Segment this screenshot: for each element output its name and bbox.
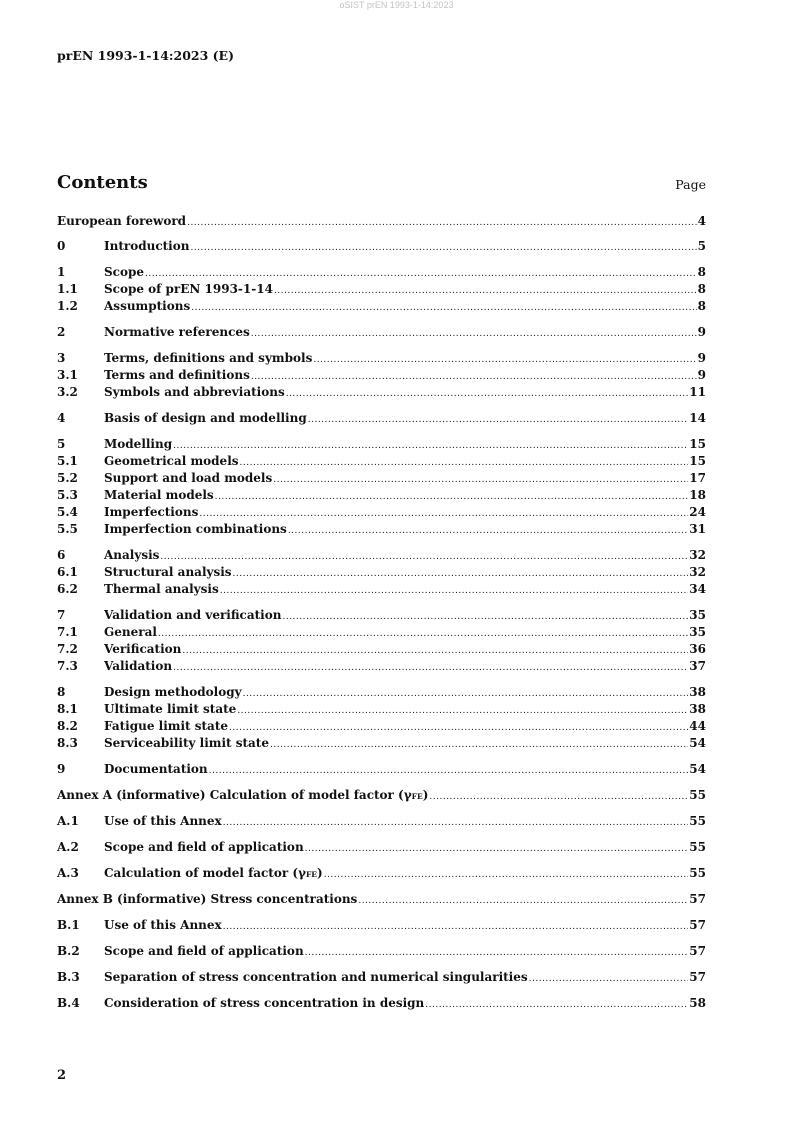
toc-entry-title-text: Calculation of model factor (γ <box>104 866 306 880</box>
toc-entry-title-text: General <box>104 625 157 639</box>
toc-entry-page: 32 <box>689 565 706 579</box>
toc-entry-title <box>104 367 250 384</box>
dot-leader <box>173 660 688 677</box>
toc-entry-number: B.4 <box>57 996 80 1010</box>
toc-entry[interactable] <box>57 384 706 401</box>
toc-entry-number: 6 <box>57 548 66 562</box>
toc-entry-page: 9 <box>697 351 706 365</box>
toc-entry-title-text: Annex A (informative) Calculation of model factor (γ <box>57 788 412 802</box>
toc-entry[interactable] <box>57 787 706 804</box>
toc-entry-number: 1.1 <box>57 282 78 296</box>
toc-entry[interactable] <box>57 969 706 986</box>
dot-leader <box>305 841 689 858</box>
toc-entry-page: 57 <box>689 944 706 958</box>
toc-entry-title <box>104 624 157 641</box>
toc-entry[interactable] <box>57 865 706 882</box>
toc-entry-title-text: Scope <box>104 265 145 279</box>
toc-entry-title <box>104 607 281 624</box>
toc-entry-title-text: Annex B (informative) Stress concentrations <box>57 892 358 906</box>
toc-entry-title-text: Use of this Annex <box>104 814 222 828</box>
toc-entry[interactable] <box>57 761 706 778</box>
toc-entry-number: 7.1 <box>57 625 78 639</box>
toc-entry-page: 15 <box>689 454 706 468</box>
toc-entry-title-text: Serviceability limit state <box>104 736 269 750</box>
toc-entry-page: 57 <box>689 892 706 906</box>
toc-entry-title-text: Scope and field of application <box>104 944 304 958</box>
toc-entry[interactable] <box>57 521 706 538</box>
toc-entry-number: 3 <box>57 351 66 365</box>
toc-entry-number: 4 <box>57 411 66 425</box>
toc-entry-title-text: Support and load models <box>104 471 273 485</box>
toc-entry-number: 6.1 <box>57 565 78 579</box>
toc-entry-number: 5.5 <box>57 522 78 536</box>
document-header: prEN 1993-1-14:2023 (E) <box>57 48 235 63</box>
toc-entry-number: 2 <box>57 325 66 339</box>
toc-entry-title-text: Documentation <box>104 762 208 776</box>
toc-entry[interactable] <box>57 839 706 856</box>
toc-entry-title-text: Validation <box>104 659 173 673</box>
toc-entry[interactable] <box>57 641 706 658</box>
toc-entry-title-text: Structural analysis <box>104 565 232 579</box>
toc-entry-title <box>104 969 528 986</box>
toc-entry-title <box>104 943 304 960</box>
dot-leader <box>286 386 689 403</box>
toc-entry-title-text: Terms, definitions and symbols <box>104 351 313 365</box>
toc-entry[interactable] <box>57 581 706 598</box>
toc-entry-title-text: Symbols and abbreviations <box>104 385 285 399</box>
toc-entry-number: 9 <box>57 762 66 776</box>
toc-entry-page: 55 <box>689 866 706 880</box>
toc-entry-title-text: Material models <box>104 488 214 502</box>
toc-entry[interactable] <box>57 995 706 1012</box>
dot-leader <box>191 300 696 317</box>
toc-entry-page: 31 <box>689 522 706 536</box>
toc-entry[interactable] <box>57 453 706 470</box>
toc-entry-subscript: FE <box>305 870 318 879</box>
toc-entry-number: B.3 <box>57 970 80 984</box>
toc-entry-title-text: Imperfection combinations <box>104 522 287 536</box>
toc-entry-title <box>104 917 222 934</box>
toc-entry-page: 32 <box>689 548 706 562</box>
toc-entry-title <box>104 264 144 281</box>
toc-entry[interactable] <box>57 813 706 830</box>
dot-leader <box>429 789 688 806</box>
toc-entry-title <box>104 298 190 315</box>
toc-entry-number: 5 <box>57 437 66 451</box>
toc-entry-page: 35 <box>689 608 706 622</box>
toc-entry-title-text: European foreword <box>57 214 187 228</box>
toc-entry[interactable] <box>57 684 706 701</box>
toc-entry-page: 35 <box>689 625 706 639</box>
toc-entry-title <box>104 281 273 298</box>
toc-entry-page: 15 <box>689 437 706 451</box>
dot-leader <box>288 523 688 540</box>
toc-entry-title-text: Normative references <box>104 325 250 339</box>
toc-entry-title-text: Use of this Annex <box>104 918 222 932</box>
toc-entry-number: 5.2 <box>57 471 78 485</box>
toc-entry-title-text: Separation of stress concentration and numerical singularities <box>104 970 528 984</box>
dot-leader <box>425 997 688 1014</box>
toc-entry-title <box>104 718 228 735</box>
toc-entry-title-text: Thermal analysis <box>104 582 219 596</box>
toc-entry-title-text: Verification <box>104 642 182 656</box>
toc-entry[interactable] <box>57 281 706 298</box>
toc-entry-page: 55 <box>689 840 706 854</box>
toc-entry-page: 54 <box>689 736 706 750</box>
toc-entry-title <box>104 453 239 470</box>
page-column-label: Page <box>675 177 706 192</box>
toc-entry-title-text: Basis of design and modelling <box>104 411 307 425</box>
toc-entry[interactable] <box>57 564 706 581</box>
toc-entry[interactable] <box>57 487 706 504</box>
toc-entry[interactable] <box>57 238 706 255</box>
toc-entry-number: 7.3 <box>57 659 78 673</box>
page-number: 2 <box>57 1068 67 1083</box>
toc-entry-page: 55 <box>689 814 706 828</box>
toc-entry[interactable] <box>57 213 706 230</box>
dot-leader <box>223 815 689 832</box>
toc-entry-title-text: Terms and definitions <box>104 368 250 382</box>
toc-entry-title-text: Geometrical models <box>104 454 239 468</box>
toc-entry-page: 54 <box>689 762 706 776</box>
toc-entry-page: 17 <box>689 471 706 485</box>
toc-entry[interactable] <box>57 624 706 641</box>
toc-entry-title <box>104 470 272 487</box>
toc-entry-title-suffix: ) <box>422 788 429 802</box>
toc-entry-number: 3.1 <box>57 368 78 382</box>
toc-entry-title <box>104 521 287 538</box>
toc-entry-title <box>104 487 214 504</box>
toc-entry-number: 1.2 <box>57 299 78 313</box>
toc-entry-number: A.2 <box>57 840 79 854</box>
toc-entry[interactable] <box>57 943 706 960</box>
toc-entry-page: 9 <box>697 325 706 339</box>
dot-leader <box>209 763 689 780</box>
toc-entry[interactable] <box>57 917 706 934</box>
toc-entry-title <box>104 384 285 401</box>
toc-entry-number: 0 <box>57 239 66 253</box>
toc-entry-page: 57 <box>689 918 706 932</box>
toc-entry-title <box>104 813 222 830</box>
toc-entry-title-text: Design methodology <box>104 685 242 699</box>
toc-entry-page: 11 <box>689 385 706 399</box>
toc-entry-title-text: Validation and verification <box>104 608 282 622</box>
toc-entry-number: 5.4 <box>57 505 78 519</box>
toc-entry[interactable] <box>57 701 706 718</box>
toc-entry-page: 37 <box>689 659 706 673</box>
toc-entry-number: 6.2 <box>57 582 78 596</box>
toc-entry-title <box>57 213 186 230</box>
toc-entry-title <box>104 564 232 581</box>
toc-entry-page: 38 <box>689 685 706 699</box>
toc-entry-page: 24 <box>689 505 706 519</box>
toc-entry[interactable] <box>57 436 706 453</box>
toc-entry[interactable] <box>57 298 706 315</box>
toc-entry[interactable] <box>57 891 706 908</box>
dot-leader <box>358 893 688 910</box>
toc-entry-title <box>57 891 357 908</box>
toc-entry[interactable] <box>57 264 706 281</box>
toc-entry-number: B.2 <box>57 944 80 958</box>
toc-entry-title <box>104 995 424 1012</box>
toc-entry-number: 8.2 <box>57 719 78 733</box>
toc-entry[interactable] <box>57 504 706 521</box>
toc-entry-title <box>104 839 304 856</box>
dot-leader <box>324 867 689 884</box>
toc-entry-page: 58 <box>689 996 706 1010</box>
toc-entry-title-text: Introduction <box>104 239 190 253</box>
toc-entry-title-text: Analysis <box>104 548 160 562</box>
toc-entry[interactable] <box>57 470 706 487</box>
toc-entry-title <box>104 581 219 598</box>
dot-leader <box>220 583 689 600</box>
dot-leader <box>223 919 689 936</box>
toc-entry-page: 55 <box>689 788 706 802</box>
toc-entry-number: 1 <box>57 265 66 279</box>
toc-entry-title-text: Assumptions <box>104 299 191 313</box>
toc-entry-title-text: Scope of prEN 1993-1-14 <box>104 282 273 296</box>
toc-entry-number: 7 <box>57 608 66 622</box>
toc-entry-number: 8.3 <box>57 736 78 750</box>
dot-leader <box>251 326 697 343</box>
toc-entry-page: 4 <box>697 214 706 228</box>
toc-entry-number: 8.1 <box>57 702 78 716</box>
dot-leader <box>190 240 696 257</box>
toc-entry-page: 34 <box>689 582 706 596</box>
toc-entry-title <box>104 547 159 564</box>
toc-entry-title <box>104 735 269 752</box>
toc-entry-page: 14 <box>689 411 706 425</box>
toc-entry[interactable] <box>57 718 706 735</box>
toc-entry-title <box>104 658 172 675</box>
toc-entry-title-text: Ultimate limit state <box>104 702 237 716</box>
toc-entry-title <box>57 787 428 805</box>
toc-entry[interactable] <box>57 367 706 384</box>
toc-entry-page: 57 <box>689 970 706 984</box>
toc-entry-subscript: FE <box>411 792 423 801</box>
toc-entry[interactable] <box>57 324 706 341</box>
toc-entry-number: A.3 <box>57 866 79 880</box>
toc-entry-number: B.1 <box>57 918 80 932</box>
toc-entry-page: 9 <box>697 368 706 382</box>
toc-entry-title <box>104 865 323 883</box>
toc-entry-title-text: Consideration of stress concentration in design <box>104 996 425 1010</box>
dot-leader <box>529 971 689 988</box>
toc-entry-page: 8 <box>697 265 706 279</box>
toc-entry-title <box>104 324 250 341</box>
toc-entry-title <box>104 701 236 718</box>
dot-leader <box>305 945 689 962</box>
watermark: oSIST prEN 1993-1-14:2023 <box>339 0 454 10</box>
toc-entry-page: 18 <box>689 488 706 502</box>
toc-entry[interactable] <box>57 735 706 752</box>
toc-entry-page: 5 <box>697 239 706 253</box>
toc-entry-page: 36 <box>689 642 706 656</box>
toc-entry-number: 5.1 <box>57 454 78 468</box>
toc-entry-title-text: Fatigue limit state <box>104 719 229 733</box>
toc-entry-page: 8 <box>697 282 706 296</box>
dot-leader <box>187 215 697 232</box>
toc-entry-title-text: Scope and field of application <box>104 840 304 854</box>
toc-entry-number: 3.2 <box>57 385 78 399</box>
toc-entry-title <box>104 761 208 778</box>
contents-title: Contents <box>57 172 148 193</box>
toc-entry-title <box>104 436 172 453</box>
toc-entry-page: 38 <box>689 702 706 716</box>
toc-entry-title <box>104 238 189 255</box>
toc-entry-title <box>104 684 242 701</box>
dot-leader <box>270 737 688 754</box>
toc-entry[interactable] <box>57 547 706 564</box>
toc-entry-title <box>104 504 198 521</box>
toc-entry-page: 44 <box>689 719 706 733</box>
toc-entry-number: 7.2 <box>57 642 78 656</box>
toc-entry-title <box>104 641 181 658</box>
toc-entry[interactable] <box>57 607 706 624</box>
toc-entry-title-text: Imperfections <box>104 505 199 519</box>
toc-entry-number: 8 <box>57 685 66 699</box>
toc-entry-title <box>104 350 312 367</box>
toc-entry[interactable] <box>57 410 706 427</box>
toc-entry-title-text: Modelling <box>104 437 173 451</box>
dot-leader <box>308 412 689 429</box>
toc-entry-page: 8 <box>697 299 706 313</box>
toc-entry-number: 5.3 <box>57 488 78 502</box>
toc-entry-title-suffix: ) <box>317 866 323 880</box>
toc-entry-title <box>104 410 307 427</box>
toc-entry[interactable] <box>57 350 706 367</box>
toc-entry[interactable] <box>57 658 706 675</box>
toc-entry-number: A.1 <box>57 814 79 828</box>
